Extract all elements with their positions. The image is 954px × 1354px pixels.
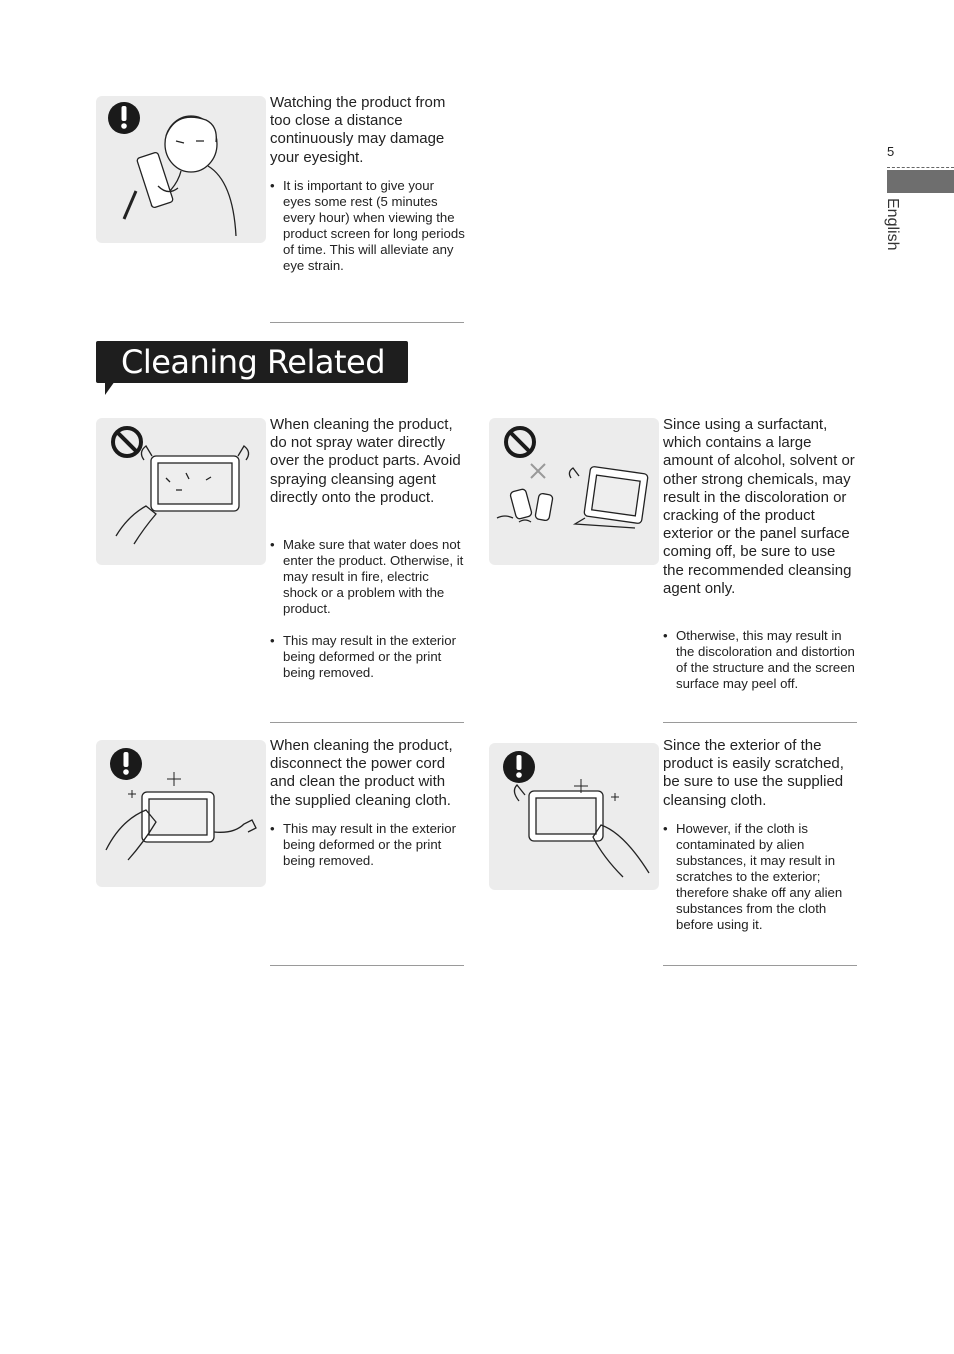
person-with-frame-drawing [124, 116, 236, 236]
divider [270, 322, 464, 323]
header-tail [105, 381, 115, 395]
frame-wipe-cord-drawing [106, 772, 256, 860]
unplug-cleaning-illustration [96, 740, 266, 887]
bullet-text: However, if the cloth is contaminated by alien substances, it may result in scratches to the exterior; therefore shake off any alien substances from the cloth before using it. [676, 821, 843, 932]
bullet-text: This may result in the exterior being deformed or the print being removed. [283, 633, 456, 680]
divider [270, 965, 464, 966]
divider [270, 722, 464, 723]
page-tab-divider [887, 167, 954, 168]
bullet-item: • It is important to give your eyes some rest (5 minutes every hour) when viewing the product screen for long periods of time. This will alleviate any eye strain. [270, 178, 465, 273]
prohibited-icon [113, 428, 141, 456]
bullet-text: Otherwise, this may result in the discoloration and distortion of the structure and the screen surface may peel off. [676, 628, 855, 691]
item-text: When cleaning the product, do not spray water directly over the product parts. Avoid spraying cleansing agent directly onto the product. [270, 416, 461, 506]
caution-icon [108, 102, 140, 134]
page-number: 5 [887, 144, 895, 159]
eyesight-illustration [96, 96, 266, 243]
item-text: When cleaning the product, disconnect the power cord and clean the product with the supplied cleaning cloth. [270, 737, 453, 809]
bullet-item: • Make sure that water does not enter the product. Otherwise, it may result in fire, electric shock or a problem with the product. [270, 537, 464, 616]
divider [663, 965, 857, 966]
frame-cloth-drawing [514, 779, 649, 877]
section-header [96, 341, 408, 383]
caution-icon [503, 751, 535, 783]
prohibited-icon [506, 428, 534, 456]
chemical-bottles-drawing [497, 464, 648, 528]
divider [663, 722, 857, 723]
bullet-text: Make sure that water does not enter the product. Otherwise, it may result in fire, electric shock or a problem with the product. [283, 537, 464, 616]
bullet-item: • Otherwise, this may result in the discoloration and distortion of the structure and the screen surface may peel off. [663, 628, 855, 691]
frame-spray-drawing [116, 446, 249, 544]
cloth-wipe-illustration [489, 743, 659, 890]
language-tab-label: English [884, 198, 901, 251]
item-text: Since the exterior of the product is easily scratched, be sure to use the supplied cleansing cloth. [663, 737, 844, 809]
item-text: Since using a surfactant, which contains a large amount of alcohol, solvent or other strong chemicals, may result in the discoloration or cracking of the product exterior or the panel surface coming off, be sure to use the recommended cleansing agent only. [663, 416, 855, 597]
bullet-text: It is important to give your eyes some rest (5 minutes every hour) when viewing the product screen for long periods of time. This will alleviate any eye strain. [283, 178, 465, 273]
section-title: Cleaning Related [121, 343, 385, 381]
bullet-item: • This may result in the exterior being deformed or the print being removed. [270, 633, 456, 680]
caution-icon [110, 748, 142, 780]
bullet-item: • However, if the cloth is contaminated by alien substances, it may result in scratches to the exterior; therefore shake off any alien substances from the cloth before using it. [663, 821, 843, 932]
bullet-item: • This may result in the exterior being deformed or the print being removed. [270, 821, 456, 868]
bullet-text: This may result in the exterior being deformed or the print being removed. [283, 821, 456, 868]
page-tab-marker [887, 170, 954, 193]
chemicals-illustration [489, 418, 659, 565]
item-text: Watching the product from too close a distance continuously may damage your eyesight. [270, 94, 446, 166]
spray-water-illustration [96, 418, 266, 565]
